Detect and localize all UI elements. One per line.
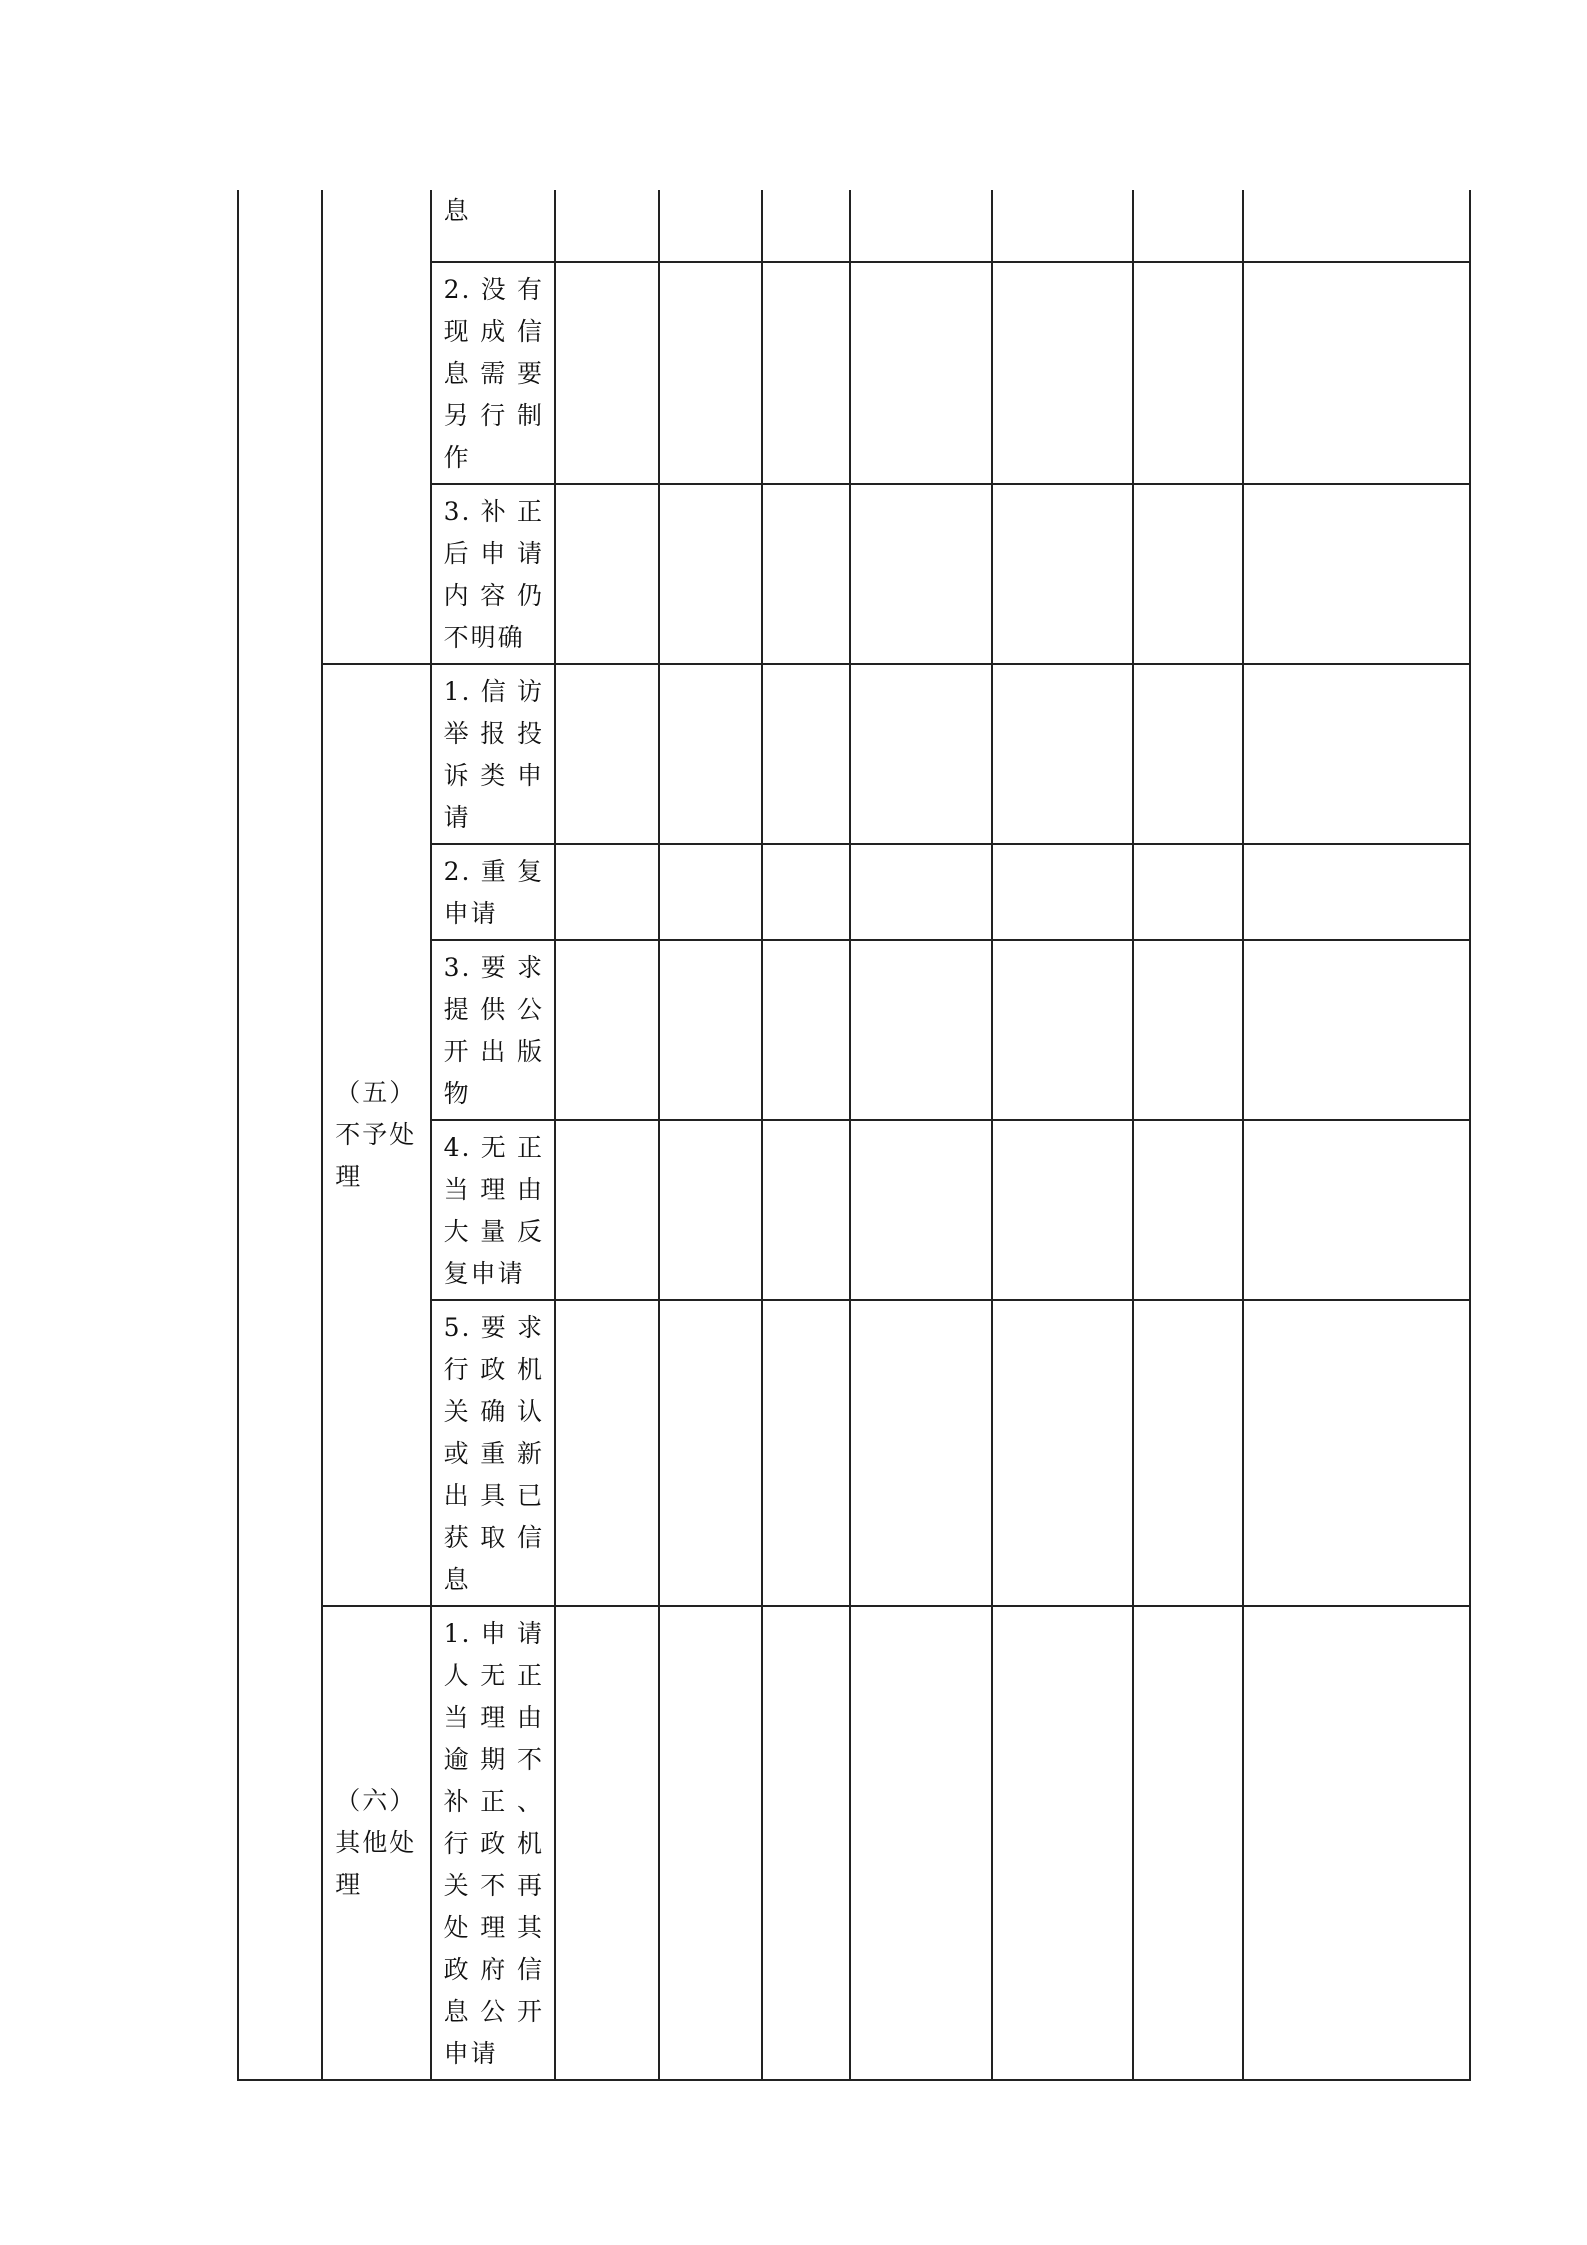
item-label: 3.补正后申请内容仍不明确 xyxy=(443,497,544,652)
value-cell xyxy=(1243,664,1470,844)
value-cell xyxy=(850,664,992,844)
value-cell xyxy=(992,262,1132,484)
item-label: 息 xyxy=(443,196,471,225)
item-cell xyxy=(431,1606,555,2080)
value-cell xyxy=(762,940,850,1120)
subcategory-cell xyxy=(322,664,430,1606)
value-cell xyxy=(1133,844,1243,940)
value-cell xyxy=(555,1606,659,2080)
value-cell xyxy=(555,940,659,1120)
value-cell xyxy=(659,664,761,844)
value-cell xyxy=(555,484,659,664)
value-cell xyxy=(555,664,659,844)
item-cell xyxy=(431,940,555,1120)
value-cell xyxy=(992,940,1132,1120)
value-cell xyxy=(1243,1300,1470,1606)
value-cell xyxy=(1133,262,1243,484)
value-cell xyxy=(762,190,850,262)
value-cell xyxy=(1243,844,1470,940)
item-cell xyxy=(431,484,555,664)
value-cell xyxy=(850,1300,992,1606)
item-cell xyxy=(431,844,555,940)
item-cell xyxy=(431,664,555,844)
outer-category-cell xyxy=(238,190,322,2080)
value-cell xyxy=(762,1120,850,1300)
table-row xyxy=(238,190,1470,262)
value-cell xyxy=(762,262,850,484)
value-cell xyxy=(992,844,1132,940)
value-cell xyxy=(850,940,992,1120)
value-cell xyxy=(1243,940,1470,1120)
value-cell xyxy=(1243,484,1470,664)
value-cell xyxy=(555,1300,659,1606)
value-cell xyxy=(850,190,992,262)
value-cell xyxy=(1133,664,1243,844)
value-cell xyxy=(1133,1300,1243,1606)
table-row xyxy=(238,664,1470,844)
value-cell xyxy=(762,664,850,844)
value-cell xyxy=(762,484,850,664)
item-label: 2.没有现成信息需要另行制作 xyxy=(443,275,544,472)
value-cell xyxy=(1243,190,1470,262)
value-cell xyxy=(1133,940,1243,1120)
value-cell xyxy=(555,190,659,262)
statistics-table xyxy=(237,190,1471,2081)
value-cell xyxy=(850,262,992,484)
statistics-table-page xyxy=(237,190,1471,2068)
value-cell xyxy=(850,844,992,940)
value-cell xyxy=(850,484,992,664)
item-label: 2.重复申请 xyxy=(443,857,544,928)
item-cell xyxy=(431,262,555,484)
value-cell xyxy=(659,262,761,484)
value-cell xyxy=(659,190,761,262)
value-cell xyxy=(555,844,659,940)
value-cell xyxy=(659,484,761,664)
value-cell xyxy=(850,1120,992,1300)
value-cell xyxy=(1243,1120,1470,1300)
value-cell xyxy=(992,1120,1132,1300)
item-cell xyxy=(431,1120,555,1300)
value-cell xyxy=(992,484,1132,664)
item-label: 3.要求提供公开出版物 xyxy=(443,953,544,1108)
value-cell xyxy=(1243,262,1470,484)
value-cell xyxy=(1133,190,1243,262)
value-cell xyxy=(992,1606,1132,2080)
subcategory-label: （六）其他处理 xyxy=(335,1786,417,1899)
table-row xyxy=(238,1606,1470,2080)
value-cell xyxy=(850,1606,992,2080)
subcategory-continued-cell xyxy=(322,190,430,664)
value-cell xyxy=(555,1120,659,1300)
value-cell xyxy=(555,262,659,484)
item-cell xyxy=(431,1300,555,1606)
value-cell xyxy=(762,1606,850,2080)
value-cell xyxy=(1243,1606,1470,2080)
value-cell xyxy=(1133,1606,1243,2080)
value-cell xyxy=(762,844,850,940)
item-label: 5.要求行政机关确认或重新出具已获取信息 xyxy=(443,1313,544,1594)
value-cell xyxy=(659,844,761,940)
value-cell xyxy=(1133,1120,1243,1300)
item-cell xyxy=(431,190,555,262)
value-cell xyxy=(992,664,1132,844)
value-cell xyxy=(992,1300,1132,1606)
value-cell xyxy=(992,190,1132,262)
value-cell xyxy=(659,1300,761,1606)
value-cell xyxy=(1133,484,1243,664)
subcategory-cell xyxy=(322,1606,430,2080)
item-label: 1.申请人无正当理由逾期不补正、行政机关不再处理其政府信息公开申请 xyxy=(443,1619,544,2068)
value-cell xyxy=(659,1120,761,1300)
item-label: 4.无正当理由大量反复申请 xyxy=(443,1133,544,1288)
value-cell xyxy=(659,1606,761,2080)
value-cell xyxy=(762,1300,850,1606)
value-cell xyxy=(659,940,761,1120)
subcategory-label: （五）不予处理 xyxy=(335,1078,417,1191)
item-label: 1.信访举报投诉类申请 xyxy=(443,677,544,832)
